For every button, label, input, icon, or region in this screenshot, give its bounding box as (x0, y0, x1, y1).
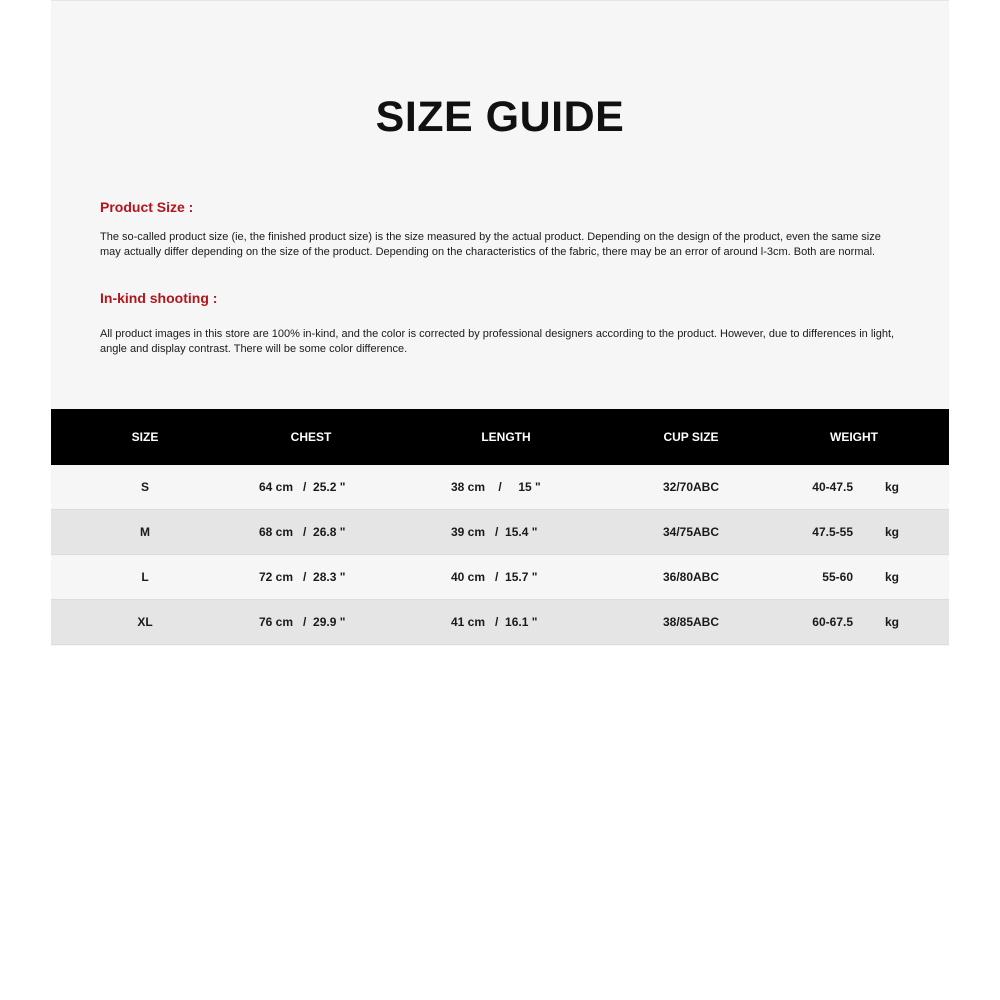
length-cell: 38 cm / 15 " (451, 480, 541, 494)
size-cell: XL (137, 615, 153, 629)
weight-unit: kg (885, 615, 900, 629)
header-cup-size: CUP SIZE (663, 430, 719, 444)
weight-cell: 60-67.5 (812, 615, 853, 629)
length-cell: 41 cm / 16.1 " (451, 615, 538, 629)
table-row (51, 510, 949, 555)
cup-cell: 36/80ABC (662, 570, 720, 584)
header-length: LENGTH (481, 430, 531, 444)
product-size-text: The so-called product size (ie, the finished product size) is the size measured by the actual product. Depending on the design of the product, even the same size may actually differ depending on the size of the product. Depending on the characteristics of the fabric, there may be an error of around l-3cm. Both are normal. (100, 231, 881, 258)
weight-unit: kg (885, 525, 900, 539)
chest-cell: 68 cm / 26.8 " (259, 525, 346, 539)
header-chest: CHEST (290, 430, 332, 444)
header-weight: WEIGHT (830, 430, 878, 444)
size-cell: S (140, 480, 149, 494)
table-row (51, 465, 949, 510)
weight-unit: kg (885, 570, 900, 584)
weight-cell: 47.5-55 (812, 525, 853, 539)
cup-cell: 38/85ABC (662, 615, 720, 629)
page-title: SIZE GUIDE (375, 93, 625, 141)
cup-cell: 32/70ABC (662, 480, 720, 494)
in-kind-shooting-text: All product images in this store are 100% in-kind, and the color is corrected by professional designers according to the product. However, due to differences in light, angle and display contrast. There will be some color difference. (100, 328, 895, 355)
cup-cell: 34/75ABC (662, 525, 720, 539)
product-size-heading: Product Size : (100, 199, 194, 215)
table-row (51, 600, 949, 645)
weight-unit: kg (885, 480, 900, 494)
weight-cell: 40-47.5 (812, 480, 853, 494)
table-row (51, 555, 949, 600)
length-cell: 40 cm / 15.7 " (451, 570, 538, 584)
in-kind-shooting-heading: In-kind shooting : (100, 290, 218, 306)
chest-cell: 72 cm / 28.3 " (259, 570, 346, 584)
size-cell: M (140, 525, 150, 539)
length-cell: 39 cm / 15.4 " (451, 525, 538, 539)
size-guide-panel (51, 0, 949, 646)
table-header (51, 409, 949, 465)
size-table (51, 409, 949, 645)
chest-cell: 64 cm / 25.2 " (259, 480, 346, 494)
size-cell: L (141, 570, 149, 584)
header-size: SIZE (131, 430, 159, 444)
weight-cell: 55-60 (822, 570, 853, 584)
chest-cell: 76 cm / 29.9 " (259, 615, 346, 629)
